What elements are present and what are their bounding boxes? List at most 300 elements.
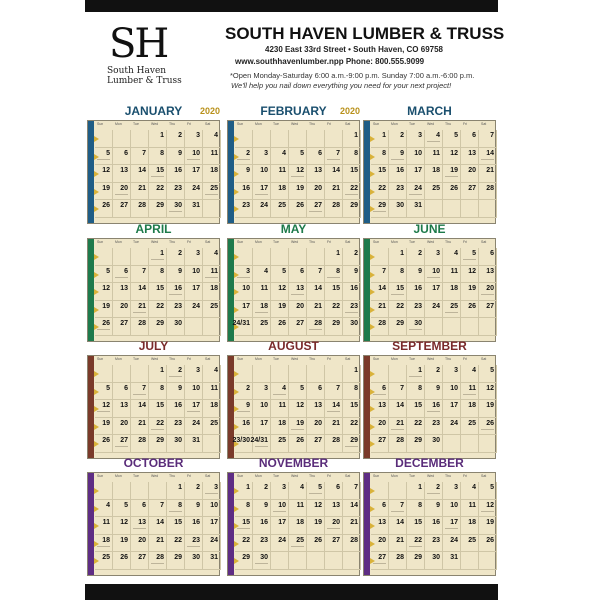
day-cell xyxy=(343,183,361,201)
weekday-header: Thu xyxy=(445,122,452,126)
day-cell xyxy=(185,130,203,148)
day-cell xyxy=(131,301,149,319)
day-cell xyxy=(95,500,113,518)
day-cell xyxy=(253,418,271,436)
wall-calendar xyxy=(85,12,505,584)
day-number: 30 xyxy=(260,554,268,561)
holiday-note xyxy=(409,329,422,330)
day-number: 29 xyxy=(156,320,164,327)
day-number: 26 xyxy=(486,419,494,427)
day-number: 23 xyxy=(432,536,440,544)
day-cell xyxy=(325,200,343,218)
holiday-note xyxy=(187,546,200,547)
day-number: 14 xyxy=(396,402,404,409)
company-logo xyxy=(103,21,185,86)
day-cell xyxy=(461,535,479,553)
day-cell xyxy=(343,435,361,453)
day-number: 27 xyxy=(120,202,128,209)
day-number: 24 xyxy=(192,419,200,427)
day-cell xyxy=(149,418,167,436)
day-number: 10 xyxy=(260,167,268,174)
day-cell xyxy=(479,318,497,336)
day-cell xyxy=(167,482,185,500)
day-number: 9 xyxy=(436,501,440,509)
holiday-note xyxy=(237,411,250,412)
day-number: 24 xyxy=(414,184,422,192)
day-cell xyxy=(343,283,361,301)
holiday-note xyxy=(345,194,358,195)
weekday-header: Sat xyxy=(345,474,351,478)
weekday-header: Wed xyxy=(427,357,435,361)
month-days-grid xyxy=(87,355,220,459)
day-cell xyxy=(95,435,113,453)
day-cell xyxy=(149,301,167,319)
weekday-header: Fri xyxy=(327,240,332,244)
day-cell xyxy=(113,517,131,535)
weekday-header: Tue xyxy=(133,474,139,478)
day-cell xyxy=(203,130,221,148)
weekday-header: Thu xyxy=(309,122,316,126)
day-number: 23 xyxy=(242,202,250,209)
day-number: 5 xyxy=(490,484,494,491)
day-number: 28 xyxy=(332,202,340,209)
day-cell xyxy=(325,148,343,166)
day-number: 19 xyxy=(278,302,286,310)
day-number: 1 xyxy=(160,367,164,374)
month-title: AUGUST xyxy=(268,339,319,353)
day-cell xyxy=(461,365,479,383)
weekday-header: Sun xyxy=(373,240,380,244)
day-cell xyxy=(325,535,343,553)
day-number: 11 xyxy=(278,402,286,409)
day-cell xyxy=(389,248,407,266)
day-number: 1 xyxy=(382,132,386,139)
holiday-note xyxy=(373,394,386,395)
day-cell xyxy=(289,418,307,436)
day-cell xyxy=(407,130,425,148)
day-number: 1 xyxy=(160,250,164,257)
day-number: 20 xyxy=(468,167,476,174)
day-number: 6 xyxy=(382,501,386,509)
day-cell xyxy=(185,183,203,201)
day-cell xyxy=(425,283,443,301)
holiday-note xyxy=(115,194,128,195)
day-number: 18 xyxy=(468,519,476,526)
day-number: 11 xyxy=(468,384,476,392)
month-days-grid xyxy=(227,120,360,224)
weekday-header: Fri xyxy=(327,122,332,126)
day-cell xyxy=(479,148,497,166)
day-cell xyxy=(253,318,271,336)
day-cell xyxy=(149,200,167,218)
day-cell xyxy=(307,283,325,301)
day-cell xyxy=(95,482,113,500)
day-cell xyxy=(389,365,407,383)
day-cell xyxy=(149,248,167,266)
holiday-note xyxy=(237,159,250,160)
day-number: 23 xyxy=(174,184,182,192)
day-cell xyxy=(185,301,203,319)
holiday-note xyxy=(115,446,128,447)
day-number: 29 xyxy=(350,437,358,444)
day-number: 12 xyxy=(120,519,128,526)
day-cell xyxy=(250,435,271,453)
day-number: 25 xyxy=(210,184,218,192)
day-cell xyxy=(479,418,497,436)
weekday-header: Thu xyxy=(445,474,452,478)
weekday-header: Wed xyxy=(291,357,299,361)
top-hanger-bar xyxy=(85,0,498,12)
day-cell xyxy=(325,517,343,535)
day-number: 16 xyxy=(174,167,182,174)
holiday-note xyxy=(481,429,494,430)
day-number: 2 xyxy=(178,367,182,374)
day-number: 26 xyxy=(278,320,286,327)
weekday-header: Thu xyxy=(445,240,452,244)
day-number: 3 xyxy=(418,132,422,139)
month-days-grid xyxy=(227,472,360,576)
day-cell xyxy=(113,500,131,518)
holiday-note xyxy=(481,511,494,512)
day-number: 17 xyxy=(414,167,422,174)
day-number: 4 xyxy=(214,132,218,139)
day-cell xyxy=(371,517,389,535)
weekday-header: Thu xyxy=(445,357,452,361)
day-number: 25 xyxy=(278,202,286,209)
day-number: 30 xyxy=(174,437,182,444)
day-cell xyxy=(443,535,461,553)
day-cell xyxy=(371,400,389,418)
day-number: 11 xyxy=(102,519,110,526)
day-cell xyxy=(371,266,389,284)
day-cell xyxy=(307,365,325,383)
day-cell xyxy=(371,148,389,166)
day-cell xyxy=(95,130,113,148)
day-cell xyxy=(307,130,325,148)
day-number: 5 xyxy=(300,149,304,157)
month-june xyxy=(363,222,496,342)
day-number: 8 xyxy=(354,384,358,392)
day-number: 20 xyxy=(120,302,128,310)
day-cell xyxy=(443,301,461,319)
weekday-header: Fri xyxy=(463,357,468,361)
day-cell xyxy=(343,400,361,418)
day-number: 29 xyxy=(414,437,422,444)
day-number: 15 xyxy=(414,402,422,409)
day-number: 26 xyxy=(102,320,110,327)
day-cell xyxy=(325,500,343,518)
day-cell xyxy=(389,383,407,401)
day-number: 3 xyxy=(196,132,200,139)
day-cell xyxy=(289,183,307,201)
day-cell xyxy=(95,200,113,218)
day-cell xyxy=(325,482,343,500)
day-cell xyxy=(443,418,461,436)
holiday-note xyxy=(205,194,218,195)
day-cell xyxy=(479,165,497,183)
day-number: 29 xyxy=(378,202,386,209)
day-number: 22 xyxy=(414,419,422,427)
day-number: 25 xyxy=(102,554,110,561)
day-cell xyxy=(149,482,167,500)
day-cell xyxy=(325,383,343,401)
day-number: 26 xyxy=(314,536,322,544)
day-cell xyxy=(461,301,479,319)
holiday-note xyxy=(391,159,404,160)
day-cell xyxy=(149,517,167,535)
day-cell xyxy=(95,301,113,319)
day-number: 4 xyxy=(264,267,268,275)
day-cell xyxy=(289,500,307,518)
day-number: 6 xyxy=(142,501,146,509)
day-number: 15 xyxy=(414,519,422,526)
day-cell xyxy=(235,266,253,284)
day-cell xyxy=(271,183,289,201)
day-cell xyxy=(185,482,203,500)
day-number: 11 xyxy=(278,167,286,174)
day-number: 11 xyxy=(296,501,304,509)
day-number: 14 xyxy=(378,285,386,292)
month-january xyxy=(87,104,220,224)
month-title: SEPTEMBER xyxy=(392,339,467,353)
day-cell xyxy=(325,266,343,284)
day-cell xyxy=(235,148,253,166)
day-number: 6 xyxy=(124,384,128,392)
day-number: 13 xyxy=(296,285,304,292)
day-cell xyxy=(389,130,407,148)
month-title: JUNE xyxy=(413,222,446,236)
day-number: 22 xyxy=(414,536,422,544)
day-cell xyxy=(325,365,343,383)
holiday-note xyxy=(133,528,146,529)
day-cell xyxy=(389,500,407,518)
holiday-note xyxy=(255,563,268,564)
holiday-note xyxy=(327,277,340,278)
day-number: 6 xyxy=(382,384,386,392)
day-cell xyxy=(389,148,407,166)
day-cell xyxy=(253,482,271,500)
day-number: 24 xyxy=(450,419,458,427)
day-number: 17 xyxy=(278,519,286,526)
day-number: 9 xyxy=(418,267,422,275)
day-cell xyxy=(271,283,289,301)
day-cell xyxy=(131,200,149,218)
day-cell xyxy=(131,248,149,266)
month-days-grid xyxy=(363,238,496,342)
day-number: 17 xyxy=(260,184,268,192)
day-number: 28 xyxy=(156,554,164,561)
holiday-note xyxy=(115,277,128,278)
holiday-note xyxy=(445,528,458,529)
day-cell xyxy=(325,183,343,201)
weekday-header: Tue xyxy=(409,474,415,478)
day-cell xyxy=(389,318,407,336)
day-number: 17 xyxy=(450,402,458,409)
day-number: 18 xyxy=(296,519,304,526)
day-number: 27 xyxy=(332,536,340,544)
day-number: 13 xyxy=(138,519,146,526)
holiday-note xyxy=(133,394,146,395)
day-number: 21 xyxy=(350,519,358,526)
day-number: 10 xyxy=(192,384,200,392)
holiday-note xyxy=(169,511,182,512)
day-cell xyxy=(461,148,479,166)
holiday-note xyxy=(237,277,250,278)
day-cell xyxy=(425,130,443,148)
day-number: 2 xyxy=(178,132,182,139)
day-number: 30 xyxy=(414,320,422,327)
day-cell xyxy=(131,165,149,183)
day-number: 21 xyxy=(156,536,164,544)
day-cell xyxy=(131,535,149,553)
day-cell xyxy=(149,435,167,453)
holiday-note xyxy=(97,411,110,412)
day-number: 23 xyxy=(396,184,404,192)
day-cell xyxy=(235,165,253,183)
day-cell xyxy=(371,183,389,201)
day-number: 23 xyxy=(414,302,422,310)
day-number: 15 xyxy=(378,167,386,174)
holiday-note xyxy=(409,376,422,377)
day-number: 12 xyxy=(296,402,304,409)
day-cell xyxy=(131,148,149,166)
day-number: 17 xyxy=(192,167,200,174)
day-number: 3 xyxy=(454,484,458,491)
day-cell xyxy=(461,400,479,418)
day-number: 4 xyxy=(300,484,304,491)
day-number: 24/31 xyxy=(250,437,268,444)
day-number: 18 xyxy=(210,402,218,409)
weekday-header: Mon xyxy=(115,474,122,478)
day-cell xyxy=(325,248,343,266)
day-cell xyxy=(443,248,461,266)
weekday-header: Wed xyxy=(291,474,299,478)
day-number: 31 xyxy=(192,202,200,209)
day-cell xyxy=(113,318,131,336)
day-cell xyxy=(235,482,253,500)
holiday-note xyxy=(205,277,218,278)
day-cell xyxy=(167,130,185,148)
weekday-header: Sun xyxy=(97,240,104,244)
day-cell xyxy=(307,165,325,183)
holiday-note xyxy=(255,194,268,195)
weekday-header: Sat xyxy=(205,122,211,126)
day-cell xyxy=(389,266,407,284)
day-cell xyxy=(271,400,289,418)
day-number: 1 xyxy=(418,484,422,491)
day-cell xyxy=(253,517,271,535)
day-number: 22 xyxy=(242,536,250,544)
day-number: 21 xyxy=(396,419,404,427)
day-number: 5 xyxy=(282,267,286,275)
day-number: 6 xyxy=(490,250,494,257)
day-number: 9 xyxy=(354,267,358,275)
day-number: 26 xyxy=(120,554,128,561)
month-days-grid xyxy=(363,355,496,459)
day-number: 7 xyxy=(336,149,340,157)
day-cell xyxy=(325,418,343,436)
day-cell xyxy=(307,318,325,336)
day-cell xyxy=(443,148,461,166)
day-number: 29 xyxy=(350,202,358,209)
day-number: 26 xyxy=(102,202,110,209)
day-number: 24/31 xyxy=(232,320,250,327)
day-number: 13 xyxy=(314,167,322,174)
month-march xyxy=(363,104,496,224)
day-cell xyxy=(371,130,389,148)
day-cell xyxy=(203,482,221,500)
day-cell xyxy=(371,165,389,183)
day-number: 17 xyxy=(192,402,200,409)
day-cell xyxy=(389,400,407,418)
weekday-header: Sun xyxy=(237,357,244,361)
day-cell xyxy=(389,418,407,436)
day-cell xyxy=(235,400,253,418)
day-number: 12 xyxy=(102,402,110,409)
day-number: 27 xyxy=(138,554,146,561)
day-number: 9 xyxy=(246,402,250,409)
day-number: 7 xyxy=(142,149,146,157)
day-cell xyxy=(185,148,203,166)
day-number: 12 xyxy=(486,501,494,509)
day-number: 29 xyxy=(156,437,164,444)
weekday-header: Sat xyxy=(345,122,351,126)
day-cell xyxy=(235,248,253,266)
day-number: 8 xyxy=(418,384,422,392)
weekday-header: Sun xyxy=(97,474,104,478)
day-number: 9 xyxy=(436,384,440,392)
day-cell xyxy=(253,266,271,284)
day-cell xyxy=(185,365,203,383)
day-number: 8 xyxy=(382,149,386,157)
day-cell xyxy=(443,130,461,148)
holiday-note xyxy=(309,493,322,494)
day-cell xyxy=(371,535,389,553)
day-cell xyxy=(461,165,479,183)
day-number: 23 xyxy=(192,536,200,544)
month-days-grid xyxy=(87,120,220,224)
day-cell xyxy=(271,365,289,383)
day-cell xyxy=(307,400,325,418)
day-cell xyxy=(289,552,307,570)
month-title: JULY xyxy=(138,339,169,353)
day-number: 10 xyxy=(414,149,422,157)
day-cell xyxy=(479,500,497,518)
day-number: 21 xyxy=(332,184,340,192)
holiday-note xyxy=(373,211,386,212)
day-number: 18 xyxy=(468,402,476,409)
weekday-header: Fri xyxy=(187,122,192,126)
day-number: 21 xyxy=(138,419,146,427)
day-number: 4 xyxy=(214,367,218,374)
day-number: 13 xyxy=(120,285,128,292)
day-cell xyxy=(443,365,461,383)
day-cell xyxy=(271,383,289,401)
day-number: 23 xyxy=(174,419,182,427)
day-cell xyxy=(289,148,307,166)
day-cell xyxy=(203,517,221,535)
day-number: 12 xyxy=(278,285,286,292)
day-cell xyxy=(203,318,221,336)
day-cell xyxy=(113,365,131,383)
month-title: JANUARY xyxy=(124,104,183,118)
day-number: 21 xyxy=(138,302,146,310)
day-number: 19 xyxy=(120,536,128,544)
day-number: 15 xyxy=(156,402,164,409)
day-number: 19 xyxy=(102,184,110,192)
day-cell xyxy=(407,183,425,201)
day-cell xyxy=(371,283,389,301)
